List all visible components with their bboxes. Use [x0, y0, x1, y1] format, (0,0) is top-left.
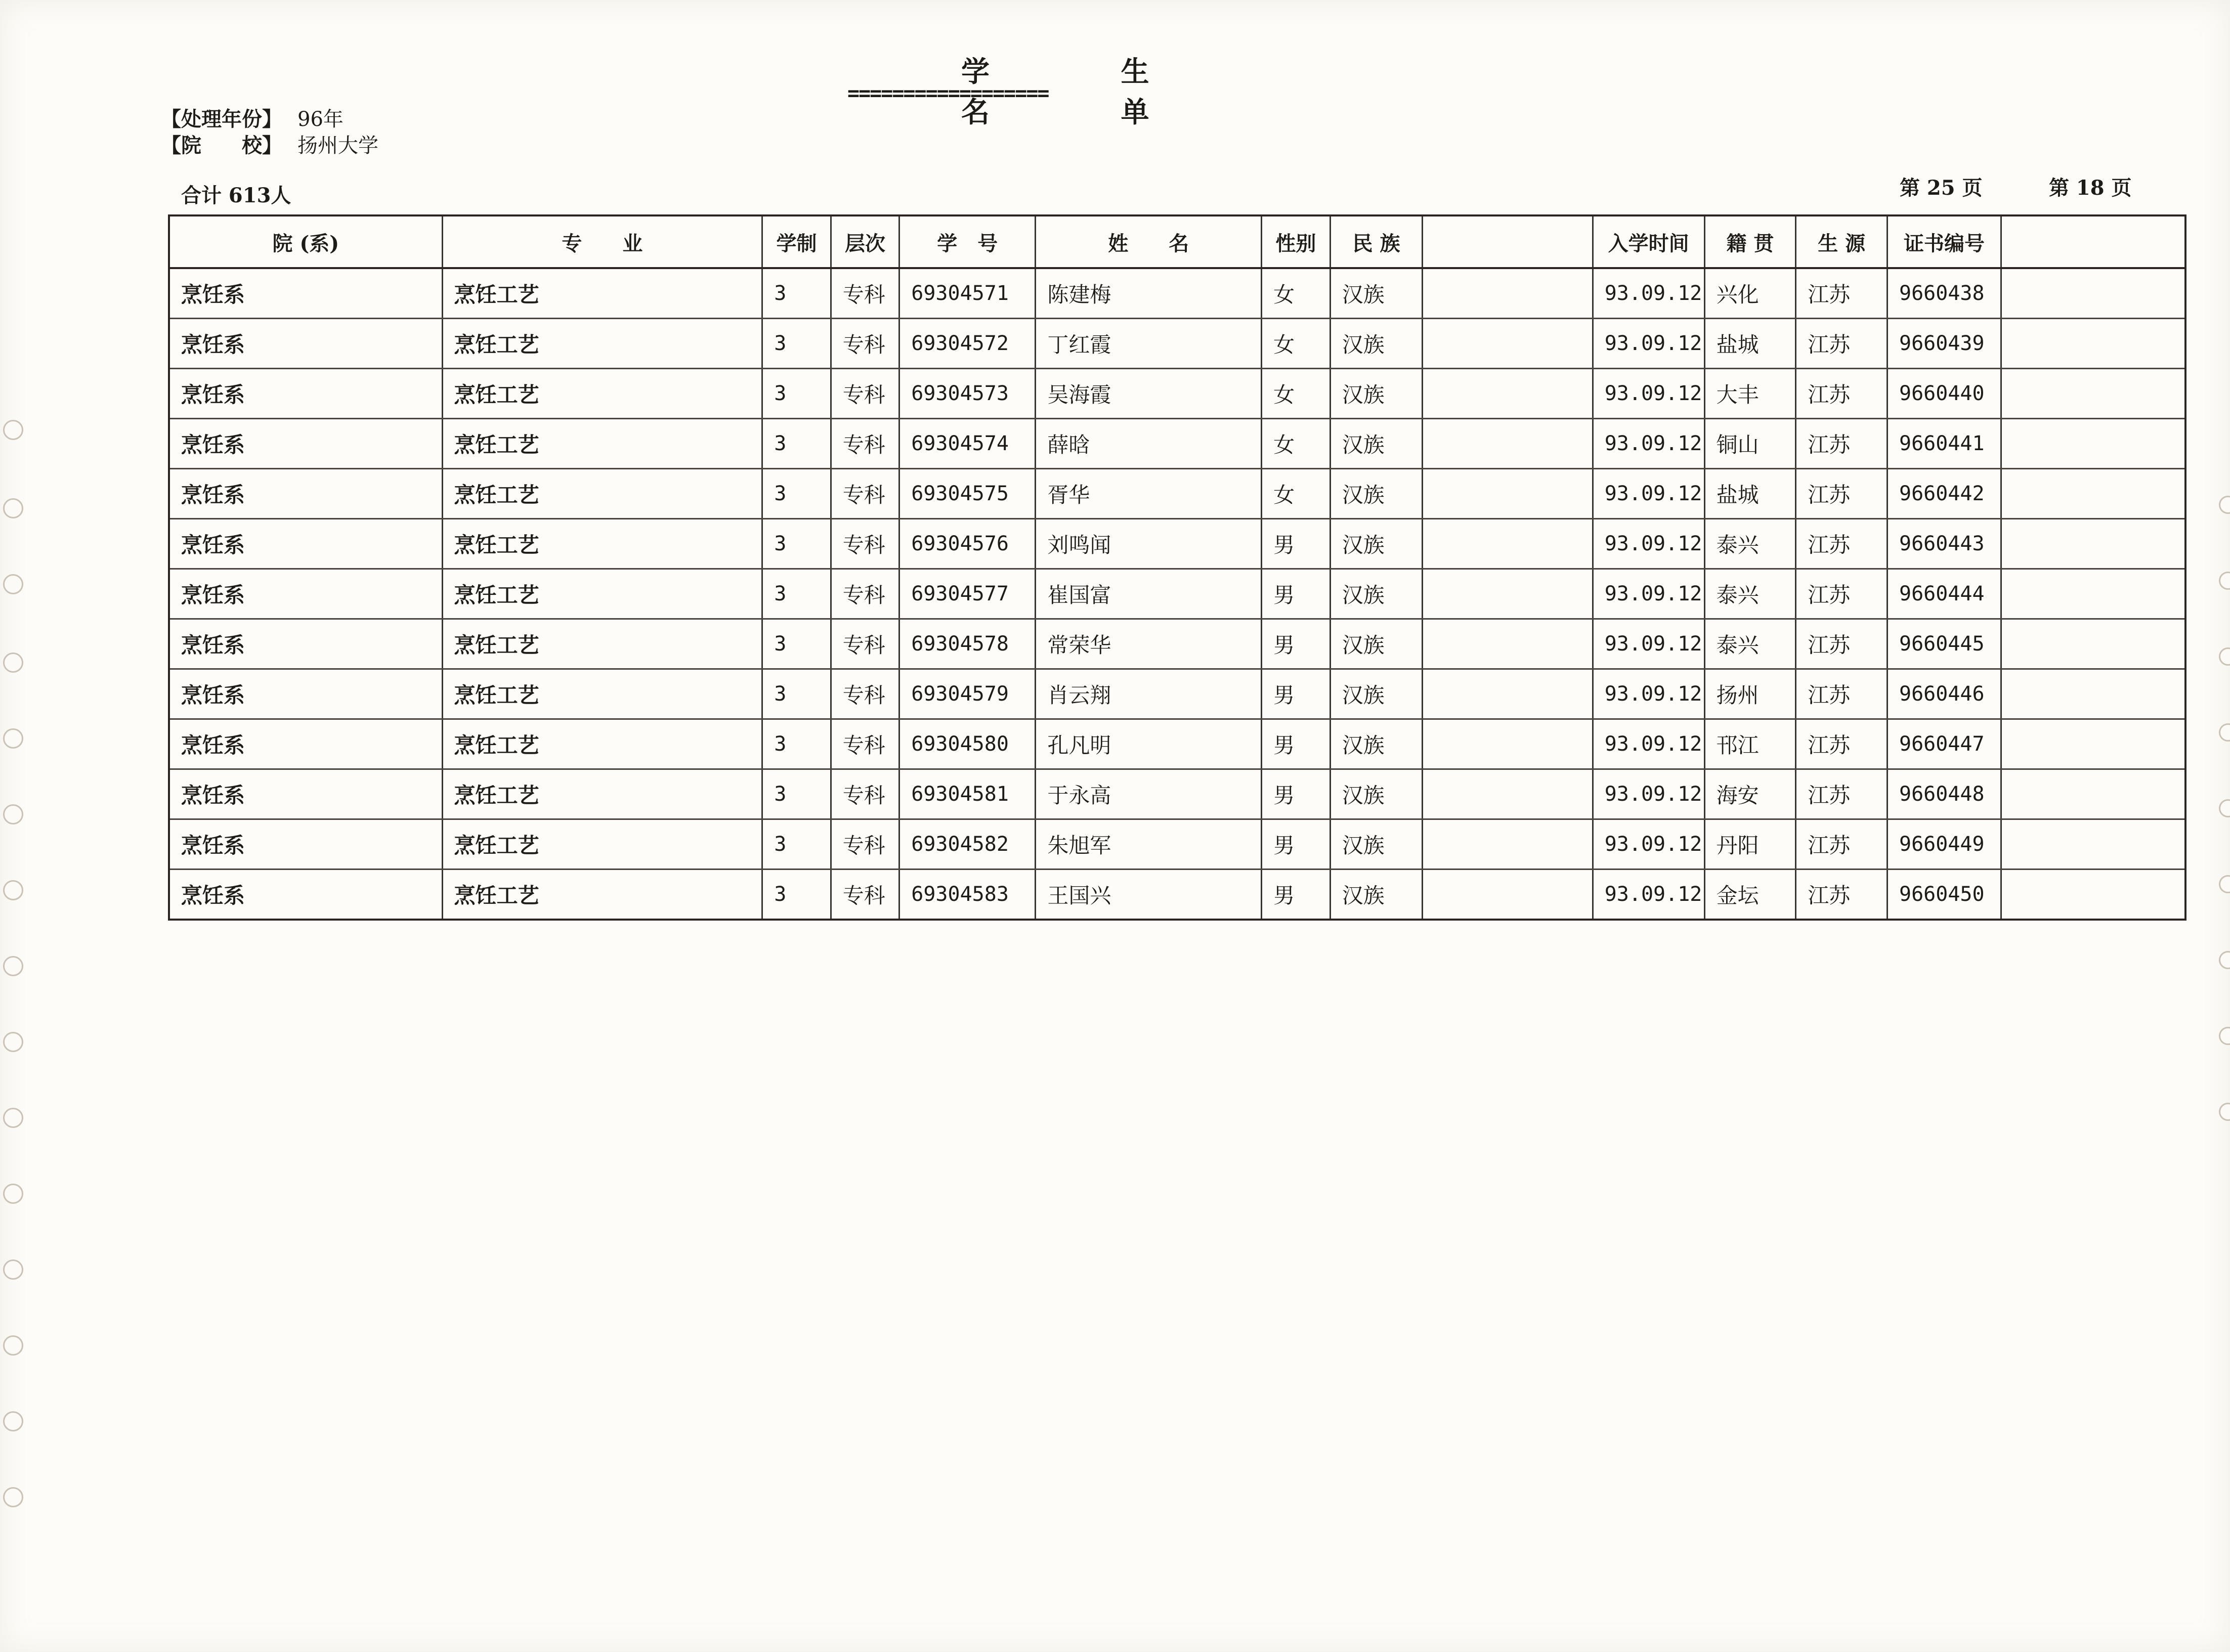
cell-blank	[1423, 419, 1593, 469]
cell-gender: 男	[1262, 569, 1331, 619]
table-row	[169, 769, 2185, 819]
cell-blank-end	[2001, 469, 2185, 519]
table-row	[169, 419, 2185, 469]
table-row	[169, 569, 2185, 619]
page-total: 第 25 页	[1900, 176, 1983, 200]
cell-name: 朱旭军	[1036, 819, 1262, 870]
cell-gender: 女	[1262, 369, 1331, 419]
cell-dept: 烹饪系	[169, 669, 442, 719]
cell-blank-end	[2001, 669, 2185, 719]
cell-student-id: 69304576	[899, 519, 1036, 569]
table-row	[169, 469, 2185, 519]
cell-enroll-date: 93.09.12	[1593, 519, 1704, 569]
binder-hole	[3, 804, 23, 824]
cell-hometown: 盐城	[1704, 319, 1796, 369]
cell-origin: 江苏	[1796, 870, 1888, 920]
cell-hometown: 扬州	[1704, 669, 1796, 719]
cell-years: 3	[762, 769, 831, 819]
cell-gender: 男	[1262, 669, 1331, 719]
cell-origin: 江苏	[1796, 569, 1888, 619]
cell-student-id: 69304578	[899, 619, 1036, 669]
cell-blank	[1423, 870, 1593, 920]
binder-hole	[3, 574, 23, 594]
cell-student-id: 69304580	[899, 719, 1036, 769]
cell-certificate-no: 9660441	[1888, 419, 2001, 469]
cell-ethnicity: 汉族	[1330, 819, 1423, 870]
cell-student-id: 69304582	[899, 819, 1036, 870]
cell-origin: 江苏	[1796, 268, 1888, 319]
cell-ethnicity: 汉族	[1330, 719, 1423, 769]
column-header-blank-end	[2001, 215, 2185, 268]
cell-hometown: 铜山	[1704, 419, 1796, 469]
cell-origin: 江苏	[1796, 519, 1888, 569]
cell-major: 烹饪工艺	[442, 268, 762, 319]
cell-level: 专科	[831, 369, 899, 419]
cell-major: 烹饪工艺	[442, 819, 762, 870]
cell-dept: 烹饪系	[169, 819, 442, 870]
page-current: 第 18 页	[2049, 176, 2132, 200]
table-row	[169, 319, 2185, 369]
binder-hole	[2219, 647, 2230, 666]
cell-hometown: 泰兴	[1704, 619, 1796, 669]
cell-blank	[1423, 268, 1593, 319]
cell-enroll-date: 93.09.12	[1593, 819, 1704, 870]
cell-major: 烹饪工艺	[442, 769, 762, 819]
binder-hole	[3, 880, 23, 900]
binder-hole	[3, 1108, 23, 1128]
cell-level: 专科	[831, 719, 899, 769]
cell-blank	[1423, 369, 1593, 419]
cell-blank	[1423, 719, 1593, 769]
cell-years: 3	[762, 469, 831, 519]
cell-major: 烹饪工艺	[442, 719, 762, 769]
cell-student-id: 69304575	[899, 469, 1036, 519]
cell-ethnicity: 汉族	[1330, 870, 1423, 920]
cell-dept: 烹饪系	[169, 469, 442, 519]
column-header-gender: 性别	[1262, 215, 1331, 268]
cell-student-id: 69304572	[899, 319, 1036, 369]
cell-gender: 男	[1262, 619, 1331, 669]
cell-enroll-date: 93.09.12	[1593, 669, 1704, 719]
cell-student-id: 69304571	[899, 268, 1036, 319]
cell-level: 专科	[831, 870, 899, 920]
student-roster-table	[168, 214, 2186, 921]
binder-hole	[2219, 1027, 2230, 1045]
cell-name: 吴海霞	[1036, 369, 1262, 419]
cell-major: 烹饪工艺	[442, 469, 762, 519]
cell-certificate-no: 9660445	[1888, 619, 2001, 669]
cell-dept: 烹饪系	[169, 569, 442, 619]
cell-origin: 江苏	[1796, 819, 1888, 870]
cell-hometown: 大丰	[1704, 369, 1796, 419]
cell-level: 专科	[831, 569, 899, 619]
cell-years: 3	[762, 569, 831, 619]
cell-gender: 男	[1262, 870, 1331, 920]
binder-hole	[2219, 496, 2230, 514]
cell-gender: 男	[1262, 519, 1331, 569]
cell-enroll-date: 93.09.12	[1593, 268, 1704, 319]
binder-hole	[3, 1259, 23, 1280]
table-row	[169, 619, 2185, 669]
cell-origin: 江苏	[1796, 469, 1888, 519]
table-row	[169, 669, 2185, 719]
column-header-blank	[1423, 215, 1593, 268]
cell-blank-end	[2001, 419, 2185, 469]
total-count: 合计 613人	[181, 184, 291, 207]
binder-hole	[2219, 951, 2230, 969]
cell-name: 刘鸣闻	[1036, 519, 1262, 569]
cell-student-id: 69304579	[899, 669, 1036, 719]
cell-certificate-no: 9660442	[1888, 469, 2001, 519]
cell-blank	[1423, 619, 1593, 669]
cell-dept: 烹饪系	[169, 519, 442, 569]
binder-hole	[3, 420, 23, 440]
cell-ethnicity: 汉族	[1330, 569, 1423, 619]
binder-hole	[3, 1335, 23, 1356]
cell-years: 3	[762, 419, 831, 469]
cell-level: 专科	[831, 319, 899, 369]
cell-gender: 女	[1262, 319, 1331, 369]
cell-ethnicity: 汉族	[1330, 369, 1423, 419]
column-header-name: 姓 名	[1036, 215, 1262, 268]
cell-hometown: 兴化	[1704, 268, 1796, 319]
year-line	[161, 103, 344, 132]
cell-ethnicity: 汉族	[1330, 519, 1423, 569]
table-row	[169, 870, 2185, 920]
cell-certificate-no: 9660450	[1888, 870, 2001, 920]
binder-hole	[3, 1411, 23, 1431]
cell-gender: 女	[1262, 469, 1331, 519]
cell-ethnicity: 汉族	[1330, 769, 1423, 819]
column-header-enroll-date: 入学时间	[1593, 215, 1704, 268]
cell-years: 3	[762, 870, 831, 920]
cell-name: 陈建梅	[1036, 268, 1262, 319]
cell-enroll-date: 93.09.12	[1593, 319, 1704, 369]
cell-name: 薛晗	[1036, 419, 1262, 469]
cell-enroll-date: 93.09.12	[1593, 469, 1704, 519]
cell-certificate-no: 9660448	[1888, 769, 2001, 819]
cell-major: 烹饪工艺	[442, 870, 762, 920]
cell-ethnicity: 汉族	[1330, 619, 1423, 669]
page-title: 学 生 名 单	[961, 55, 1210, 129]
table-row	[169, 519, 2185, 569]
cell-student-id: 69304577	[899, 569, 1036, 619]
cell-certificate-no: 9660440	[1888, 369, 2001, 419]
cell-years: 3	[762, 669, 831, 719]
cell-blank-end	[2001, 619, 2185, 669]
cell-origin: 江苏	[1796, 669, 1888, 719]
cell-major: 烹饪工艺	[442, 669, 762, 719]
cell-years: 3	[762, 619, 831, 669]
cell-gender: 男	[1262, 769, 1331, 819]
cell-name: 肖云翔	[1036, 669, 1262, 719]
column-header-years: 学制	[762, 215, 831, 268]
cell-hometown: 泰兴	[1704, 569, 1796, 619]
cell-name: 胥华	[1036, 469, 1262, 519]
cell-major: 烹饪工艺	[442, 419, 762, 469]
cell-student-id: 69304581	[899, 769, 1036, 819]
cell-years: 3	[762, 719, 831, 769]
cell-certificate-no: 9660439	[1888, 319, 2001, 369]
cell-blank	[1423, 769, 1593, 819]
cell-blank-end	[2001, 319, 2185, 369]
binder-hole	[2219, 723, 2230, 742]
cell-origin: 江苏	[1796, 319, 1888, 369]
binder-hole	[2219, 875, 2230, 893]
cell-level: 专科	[831, 819, 899, 870]
cell-gender: 女	[1262, 268, 1331, 319]
cell-certificate-no: 9660447	[1888, 719, 2001, 769]
cell-blank-end	[2001, 268, 2185, 319]
cell-gender: 男	[1262, 819, 1331, 870]
cell-name: 于永高	[1036, 769, 1262, 819]
binder-hole	[3, 728, 23, 749]
year-label: 【处理年份】	[161, 107, 282, 131]
cell-major: 烹饪工艺	[442, 619, 762, 669]
binder-hole	[2219, 572, 2230, 590]
cell-name: 孔凡明	[1036, 719, 1262, 769]
cell-enroll-date: 93.09.12	[1593, 719, 1704, 769]
cell-gender: 女	[1262, 419, 1331, 469]
cell-dept: 烹饪系	[169, 870, 442, 920]
binder-hole	[3, 1184, 23, 1204]
cell-ethnicity: 汉族	[1330, 419, 1423, 469]
cell-enroll-date: 93.09.12	[1593, 769, 1704, 819]
cell-level: 专科	[831, 469, 899, 519]
cell-dept: 烹饪系	[169, 268, 442, 319]
cell-student-id: 69304574	[899, 419, 1036, 469]
binder-hole	[3, 956, 23, 976]
school-line	[161, 129, 378, 158]
cell-name: 常荣华	[1036, 619, 1262, 669]
cell-hometown: 丹阳	[1704, 819, 1796, 870]
cell-blank	[1423, 319, 1593, 369]
binder-hole	[3, 498, 23, 518]
cell-major: 烹饪工艺	[442, 569, 762, 619]
cell-student-id: 69304573	[899, 369, 1036, 419]
table-row	[169, 819, 2185, 870]
binder-hole	[3, 1487, 23, 1507]
cell-years: 3	[762, 819, 831, 870]
cell-years: 3	[762, 369, 831, 419]
column-header-dept: 院 (系)	[169, 215, 442, 268]
cell-origin: 江苏	[1796, 769, 1888, 819]
cell-dept: 烹饪系	[169, 369, 442, 419]
cell-hometown: 盐城	[1704, 469, 1796, 519]
cell-certificate-no: 9660449	[1888, 819, 2001, 870]
cell-ethnicity: 汉族	[1330, 319, 1423, 369]
cell-hometown: 海安	[1704, 769, 1796, 819]
binder-hole	[3, 1032, 23, 1052]
cell-ethnicity: 汉族	[1330, 268, 1423, 319]
cell-origin: 江苏	[1796, 369, 1888, 419]
school-label: 【院 校】	[161, 134, 282, 157]
school-value: 扬州大学	[297, 134, 378, 157]
column-header-student-id: 学 号	[899, 215, 1036, 268]
cell-blank-end	[2001, 369, 2185, 419]
binder-hole	[2219, 799, 2230, 817]
column-header-level: 层次	[831, 215, 899, 268]
cell-level: 专科	[831, 519, 899, 569]
column-header-ethnicity: 民 族	[1330, 215, 1423, 268]
binder-hole	[2219, 1103, 2230, 1121]
cell-blank-end	[2001, 569, 2185, 619]
cell-certificate-no: 9660446	[1888, 669, 2001, 719]
cell-level: 专科	[831, 419, 899, 469]
cell-blank	[1423, 469, 1593, 519]
cell-certificate-no: 9660444	[1888, 569, 2001, 619]
column-header-certificate-no: 证书编号	[1888, 215, 2001, 268]
cell-major: 烹饪工艺	[442, 519, 762, 569]
cell-blank-end	[2001, 769, 2185, 819]
cell-level: 专科	[831, 619, 899, 669]
cell-level: 专科	[831, 268, 899, 319]
cell-hometown: 邗江	[1704, 719, 1796, 769]
binder-hole	[3, 653, 23, 673]
cell-blank-end	[2001, 519, 2185, 569]
cell-years: 3	[762, 519, 831, 569]
cell-blank-end	[2001, 819, 2185, 870]
cell-years: 3	[762, 268, 831, 319]
cell-blank-end	[2001, 719, 2185, 769]
cell-blank	[1423, 569, 1593, 619]
cell-dept: 烹饪系	[169, 619, 442, 669]
cell-major: 烹饪工艺	[442, 369, 762, 419]
table-row	[169, 369, 2185, 419]
cell-enroll-date: 93.09.12	[1593, 870, 1704, 920]
table-body	[169, 268, 2185, 920]
cell-name: 王国兴	[1036, 870, 1262, 920]
cell-student-id: 69304583	[899, 870, 1036, 920]
cell-dept: 烹饪系	[169, 319, 442, 369]
cell-origin: 江苏	[1796, 419, 1888, 469]
cell-level: 专科	[831, 769, 899, 819]
cell-dept: 烹饪系	[169, 719, 442, 769]
cell-enroll-date: 93.09.12	[1593, 419, 1704, 469]
cell-hometown: 泰兴	[1704, 519, 1796, 569]
cell-origin: 江苏	[1796, 719, 1888, 769]
column-header-origin: 生 源	[1796, 215, 1888, 268]
cell-dept: 烹饪系	[169, 769, 442, 819]
cell-blank-end	[2001, 870, 2185, 920]
title-double-underline: ==================	[847, 82, 1049, 105]
year-value: 96年	[297, 108, 344, 131]
cell-name: 丁红霞	[1036, 319, 1262, 369]
cell-name: 崔国富	[1036, 569, 1262, 619]
cell-hometown: 金坛	[1704, 870, 1796, 920]
cell-blank	[1423, 669, 1593, 719]
cell-ethnicity: 汉族	[1330, 469, 1423, 519]
column-header-major: 专 业	[442, 215, 762, 268]
cell-ethnicity: 汉族	[1330, 669, 1423, 719]
cell-level: 专科	[831, 669, 899, 719]
cell-certificate-no: 9660443	[1888, 519, 2001, 569]
cell-years: 3	[762, 319, 831, 369]
cell-blank	[1423, 819, 1593, 870]
cell-enroll-date: 93.09.12	[1593, 569, 1704, 619]
cell-enroll-date: 93.09.12	[1593, 619, 1704, 669]
table-row	[169, 268, 2185, 319]
column-header-hometown: 籍 贯	[1704, 215, 1796, 268]
cell-enroll-date: 93.09.12	[1593, 369, 1704, 419]
table-header-row	[169, 215, 2185, 268]
cell-major: 烹饪工艺	[442, 319, 762, 369]
table-row	[169, 719, 2185, 769]
cell-blank	[1423, 519, 1593, 569]
cell-gender: 男	[1262, 719, 1331, 769]
cell-dept: 烹饪系	[169, 419, 442, 469]
cell-certificate-no: 9660438	[1888, 268, 2001, 319]
cell-origin: 江苏	[1796, 619, 1888, 669]
